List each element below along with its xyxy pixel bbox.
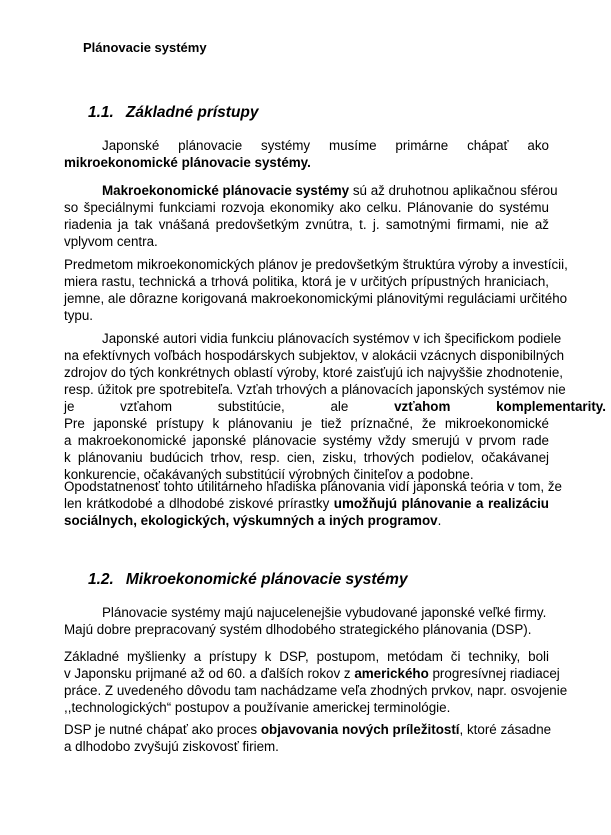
- paragraph: [64, 182, 558, 250]
- text-line: Plánovacie systémy majú najucelenejšie vybudované japonské veľké firmy.: [102, 605, 547, 620]
- paragraph: [64, 478, 562, 529]
- text-line: Pre japonské prístupy k plánovaniu je tiež príznačné, že mikroekonomické: [64, 416, 549, 431]
- text-line: konkurencie, očakávaných substitúcií výrobných činiteľov a podobne.: [64, 467, 474, 482]
- text-line: zdrojov do tých konkrétnych oblastí výroby, ktoré zaisťujú ich najvyššie zhodnotenie,: [64, 365, 563, 380]
- paragraph: [64, 137, 549, 171]
- section-number: 1.2.: [88, 571, 114, 588]
- section-heading-2: [88, 571, 408, 588]
- text-line: resp. úžitok pre spotrebiteľa. Vzťah trhových a plánovacích japonských systémov nie: [64, 382, 566, 397]
- text-line: na efektívnych voľbách hospodárskych subjektov, v alokácii vzácnych disponibilných: [64, 348, 565, 363]
- paragraph: [64, 721, 552, 755]
- section-heading-1: [88, 104, 259, 121]
- text-line: typu.: [64, 308, 94, 323]
- text-line: Japonské plánovacie systémy musíme primárne chápať ako: [102, 138, 549, 153]
- text-span: DSP je nutné chápať ako proces: [64, 722, 261, 737]
- section-number: 1.1.: [88, 104, 114, 121]
- text-line: [64, 665, 560, 682]
- text-line: Predmetom mikroekonomických plánov je predovšetkým štruktúra výroby a investícii,: [64, 257, 568, 272]
- text-line: [64, 721, 552, 738]
- text-line: Základné myšlienky a prístupy k DSP, postupom, metódam či techniky, boli: [64, 649, 549, 664]
- text-line: mikroekonomické plánovacie systémy.: [64, 155, 311, 170]
- text-span: v Japonsku prijmané až od 60. a ďalších rokov z: [64, 666, 355, 681]
- text-span: , ktoré zásadne: [459, 722, 552, 737]
- text-line: práce. Z uvedeného dôvodu tam nachádzame veľa zhodných prvkov, napr. osvojenie: [64, 683, 568, 698]
- text-line: so špeciálnymi funkciami rozvoja ekonomiky ako celku. Plánovanie do systému: [64, 200, 549, 215]
- bold-text: objavovania nových príležitostí: [260, 722, 460, 737]
- text-span: .: [437, 513, 442, 528]
- text-span: sú až druhotnou aplikačnou sférou: [349, 183, 558, 198]
- text-span: je vzťahom substitúcie, ale: [64, 399, 349, 414]
- text-line: a makroekonomické japonské plánovacie systémy vždy smerujú v prvom rade: [64, 433, 549, 448]
- text-line: [64, 512, 549, 529]
- text-line: ,,technologických“ postupov a používanie americkej terminológie.: [64, 700, 451, 715]
- bold-text: sociálnych, ekologických, výskumných a iných programov: [64, 513, 438, 528]
- bold-text: vzťahom komplementarity.: [394, 399, 606, 414]
- text-line: jemne, ale dôrazne korigovaná makroekonomickými plánovitými reguláciami určitého: [64, 291, 568, 306]
- text-line: vplyvom centra.: [64, 234, 158, 249]
- paragraph: [64, 330, 606, 483]
- text-line: Japonské autori vidia funkciu plánovacích systémov v ich špecifickom podiele: [102, 331, 562, 346]
- paragraph: [64, 604, 549, 638]
- paragraph: [64, 256, 568, 324]
- text-line: Opodstatnenosť tohto utilitárneho hľadiska plánovania vidí japonská teória v tom, že: [64, 479, 562, 494]
- text-line: riadenia ja tak vnášaná predovšetkým zvnútra, t. j. samotnými firmami, nie až: [64, 217, 549, 232]
- text-line: [64, 398, 606, 415]
- text-line: k plánovaniu budúcich trhov, resp. cien, zisku, trhových podielov, očakávanej: [64, 450, 549, 465]
- section-title: Základné prístupy: [125, 104, 259, 121]
- text-line: [64, 182, 558, 199]
- text-span: progresívnej riadiacej: [428, 666, 560, 681]
- text-line: [64, 495, 549, 512]
- text-line: miera rastu, technická a trhová politika, ktorá je v určitých prípustných hraniciach,: [64, 274, 549, 289]
- bold-text: Makroekonomické plánovacie systémy: [102, 183, 350, 198]
- paragraph: [64, 648, 568, 716]
- document-title: Plánovacie systémy: [83, 40, 207, 55]
- bold-text: umožňujú plánovanie a realizáciu: [333, 496, 549, 511]
- text-line: Majú dobre prepracovaný systém dlhodobého strategického plánovania (DSP).: [64, 622, 532, 637]
- bold-text: amerického: [354, 666, 429, 681]
- section-title: Mikroekonomické plánovacie systémy: [125, 571, 408, 588]
- text-span: len krátkodobé a dlhodobé ziskové prírastky: [64, 496, 334, 511]
- text-line: a dlhodobo zvyšujú ziskovosť firiem.: [64, 739, 279, 754]
